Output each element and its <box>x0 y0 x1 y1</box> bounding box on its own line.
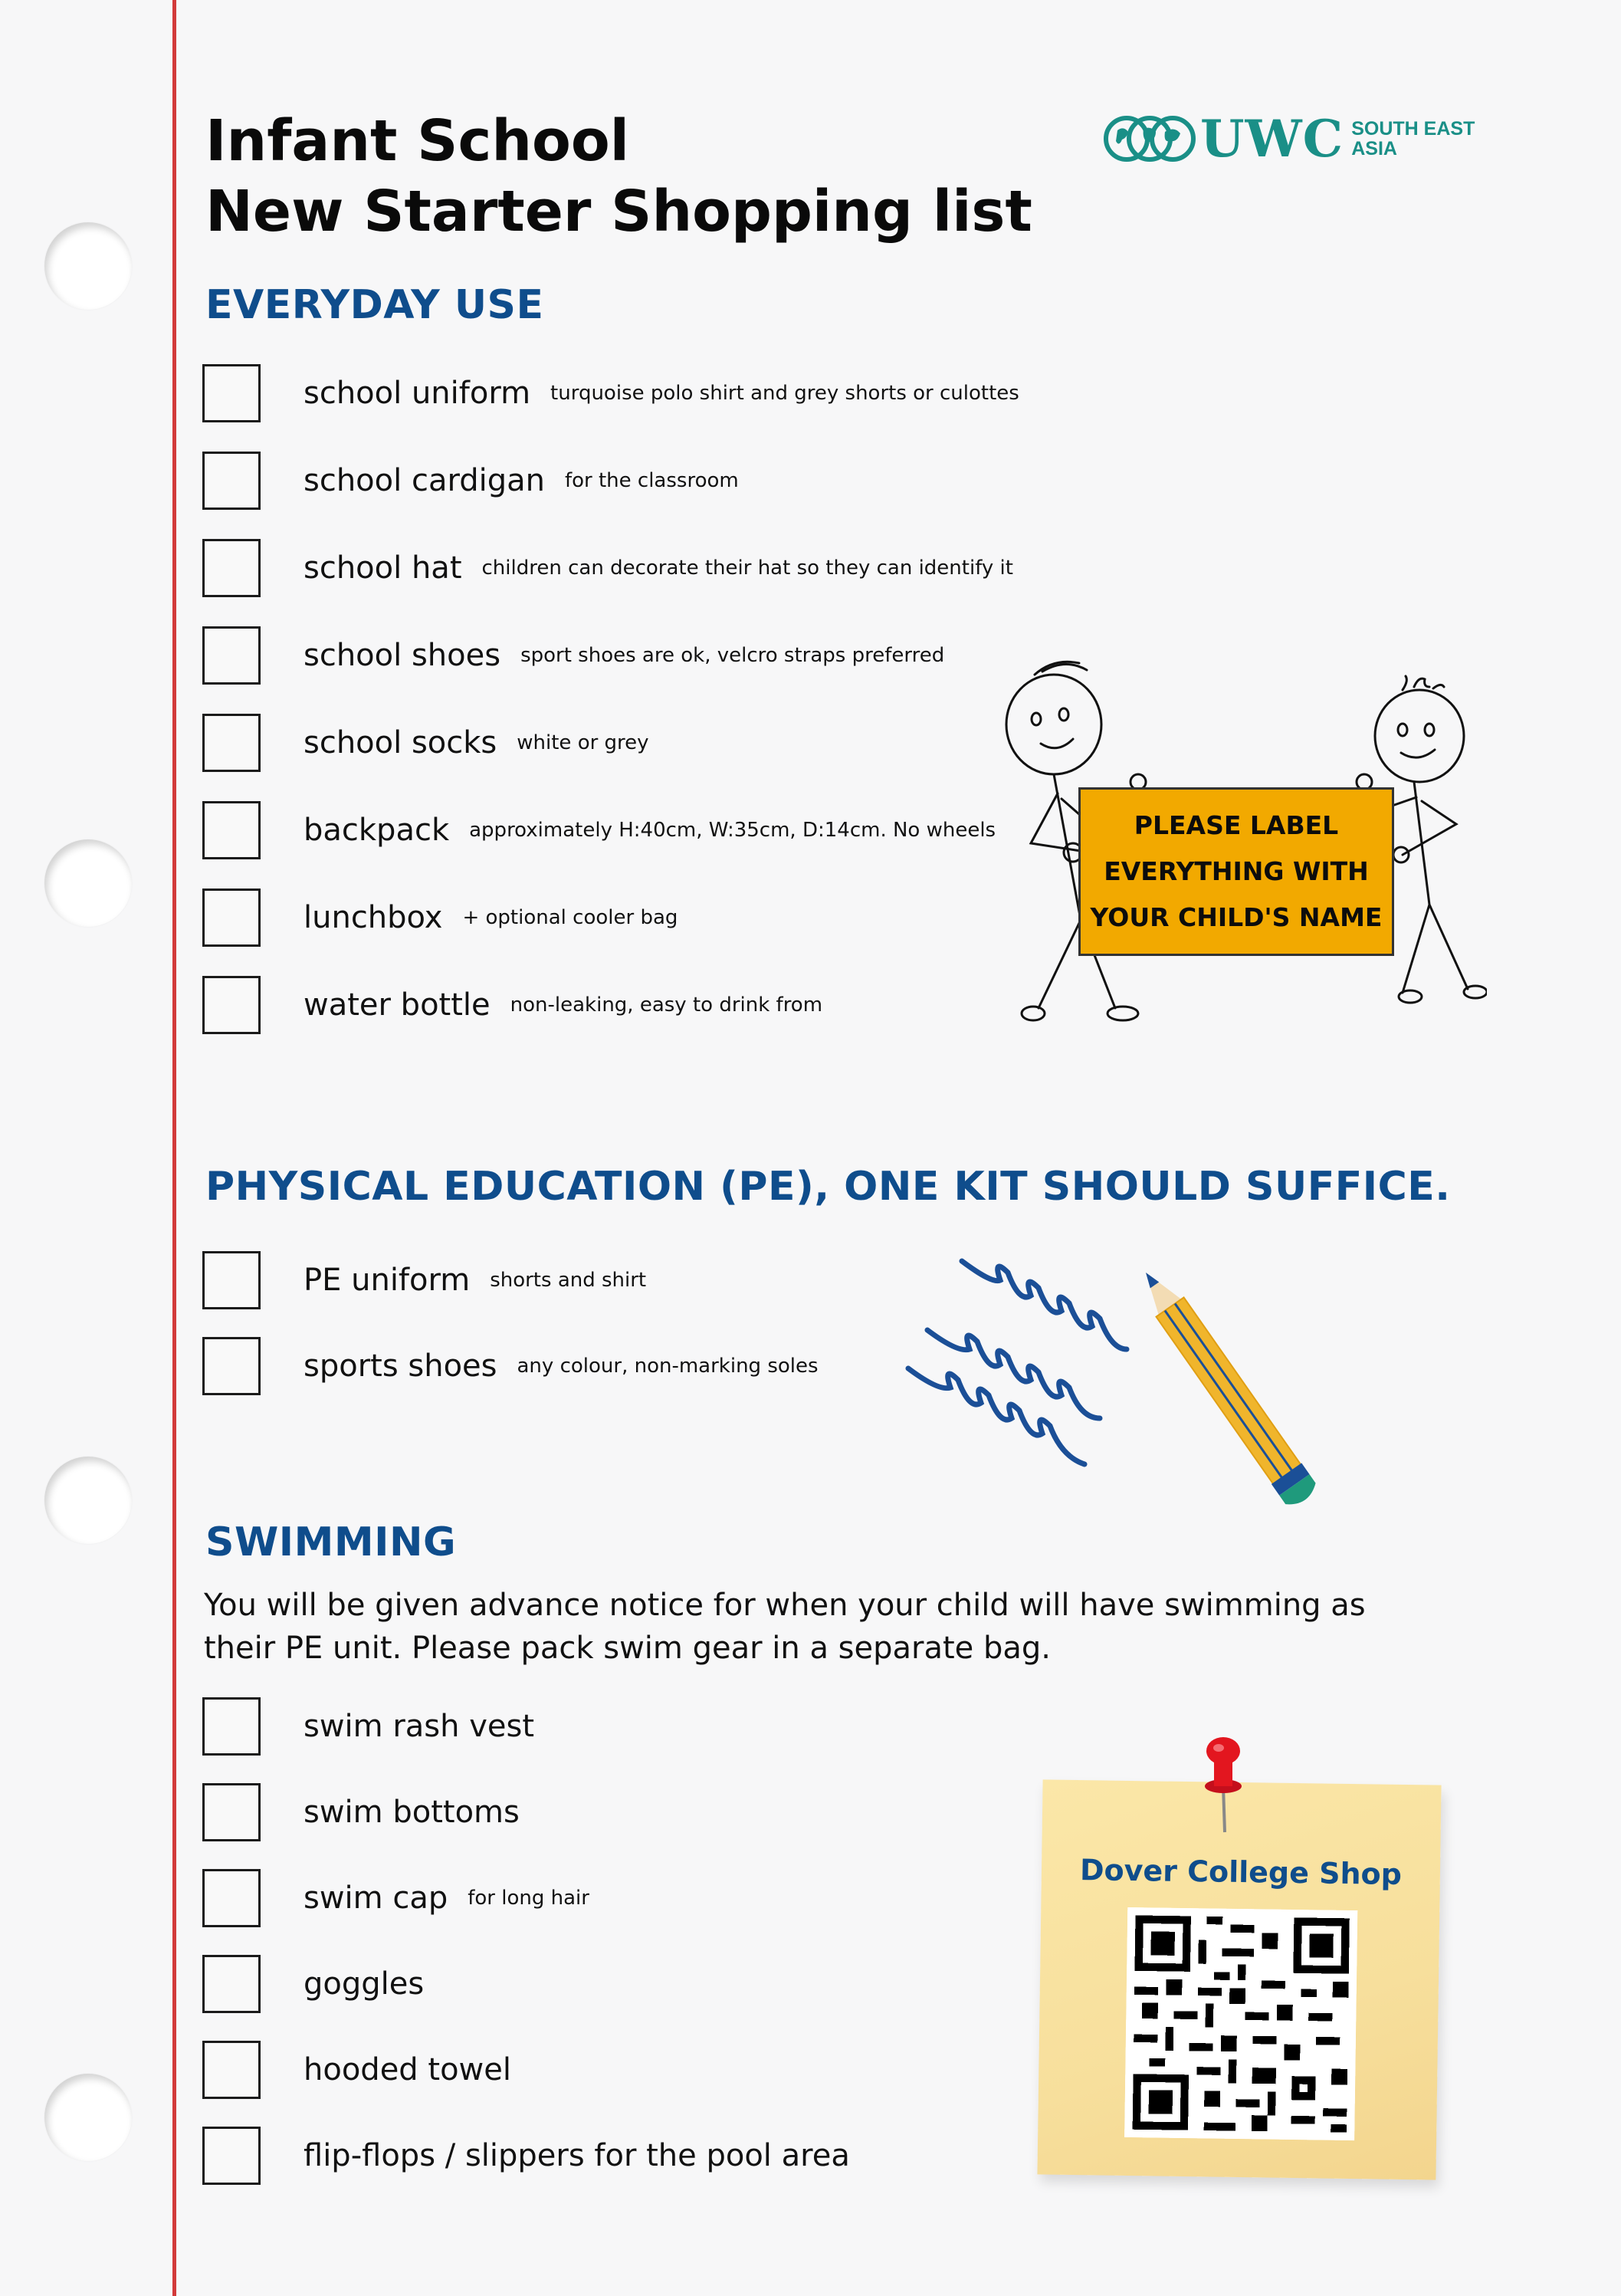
list-item <box>202 363 1019 424</box>
checkbox[interactable] <box>202 1955 261 2013</box>
checkbox[interactable] <box>202 1869 261 1927</box>
sign-line-3: YOUR CHILD'S NAME <box>1090 902 1383 932</box>
checkbox[interactable] <box>202 364 261 422</box>
item-label: school hat <box>304 550 462 586</box>
pencil-doodle-icon <box>897 1257 1372 1549</box>
item-label: goggles <box>304 1966 425 2002</box>
item-note: turquoise polo shirt and grey shorts or culottes <box>550 382 1019 405</box>
sign-line-1: PLEASE LABEL <box>1134 810 1339 840</box>
logo-sub-line-2: ASIA <box>1351 138 1397 159</box>
list-item <box>202 450 739 511</box>
checkbox[interactable] <box>202 801 261 859</box>
checkbox[interactable] <box>202 1697 261 1756</box>
item-note: for long hair <box>468 1887 589 1910</box>
item-label: school socks <box>304 725 497 760</box>
shop-title: Dover College Shop <box>1079 1853 1403 1891</box>
list-item <box>202 887 678 948</box>
checkbox[interactable] <box>202 539 261 597</box>
list-item <box>202 974 822 1036</box>
list-item <box>202 537 1013 599</box>
item-note: non-leaking, easy to drink from <box>510 994 823 1017</box>
list-item <box>202 712 649 774</box>
list-item <box>202 800 996 861</box>
title-line-1: Infant School <box>205 108 630 174</box>
item-note: any colour, non-marking soles <box>517 1355 819 1378</box>
checkbox[interactable] <box>202 976 261 1034</box>
list-item <box>202 1696 554 1757</box>
item-label: swim cap <box>304 1880 448 1916</box>
list-item <box>202 1867 589 1929</box>
item-label: swim bottoms <box>304 1795 520 1830</box>
binder-hole <box>44 222 132 310</box>
item-label: lunchbox <box>304 900 443 935</box>
list-item <box>202 1335 819 1397</box>
item-note: white or grey <box>517 731 649 754</box>
item-label: hooded towel <box>304 2052 511 2087</box>
item-note: for the classroom <box>564 469 739 492</box>
binder-hole <box>44 2074 132 2161</box>
item-label: school cardigan <box>304 463 545 498</box>
swimming-heading: SWIMMING <box>205 1519 457 1565</box>
checkbox[interactable] <box>202 2127 261 2185</box>
checkbox[interactable] <box>202 1337 261 1395</box>
checkbox[interactable] <box>202 1783 261 1841</box>
list-item <box>202 2039 531 2101</box>
item-label: school shoes <box>304 638 501 673</box>
checkbox[interactable] <box>202 2041 261 2099</box>
list-item <box>202 1782 540 1843</box>
logo-wordmark: UWC <box>1200 109 1344 169</box>
margin-line <box>172 0 176 2296</box>
checkbox[interactable] <box>202 626 261 685</box>
globe-logo-icon <box>1104 113 1196 164</box>
item-label: sports shoes <box>304 1348 497 1384</box>
list-item <box>202 1250 646 1311</box>
logo-sub-line-1: SOUTH EAST <box>1351 118 1475 140</box>
qr-code-icon[interactable] <box>1124 1907 1357 2140</box>
binder-hole <box>44 839 132 927</box>
item-label: water bottle <box>304 987 491 1023</box>
list-item <box>202 2125 870 2186</box>
title-line-2: New Starter Shopping list <box>205 179 1032 245</box>
push-pin-icon <box>1188 1733 1257 1840</box>
checkbox[interactable] <box>202 1251 261 1309</box>
item-note: sport shoes are ok, velcro straps preferred <box>520 644 945 667</box>
list-item <box>202 1953 444 2015</box>
item-note: approximately H:40cm, W:35cm, D:14cm. No wheels <box>469 819 996 842</box>
uwc-logo <box>1104 109 1475 169</box>
item-note: + optional cooler bag <box>462 906 678 929</box>
item-note: shorts and shirt <box>490 1269 647 1292</box>
page-title <box>205 106 1032 247</box>
item-label: flip-flops / slippers for the pool area <box>304 2138 850 2173</box>
list-item <box>202 625 944 686</box>
checkbox[interactable] <box>202 889 261 947</box>
item-label: backpack <box>304 813 450 848</box>
logo-subtitle <box>1351 119 1475 159</box>
pe-heading: PHYSICAL EDUCATION (PE), ONE KIT SHOULD SUFFICE. <box>205 1164 1451 1210</box>
binder-hole <box>44 1457 132 1544</box>
swimming-intro: You will be given advance notice for when your child will have swimming as their PE unit. Please pack swim gear in a separate bag. <box>204 1588 1366 1666</box>
item-note: children can decorate their hat so they can identify it <box>481 557 1013 580</box>
everyday-heading: EVERYDAY USE <box>205 282 544 328</box>
item-label: swim rash vest <box>304 1709 535 1744</box>
label-reminder-sign <box>1078 787 1394 956</box>
item-label: PE uniform <box>304 1263 471 1298</box>
checkbox[interactable] <box>202 714 261 772</box>
checkbox[interactable] <box>202 452 261 510</box>
item-label: school uniform <box>304 376 531 411</box>
sign-line-2: EVERYTHING WITH <box>1104 856 1369 886</box>
